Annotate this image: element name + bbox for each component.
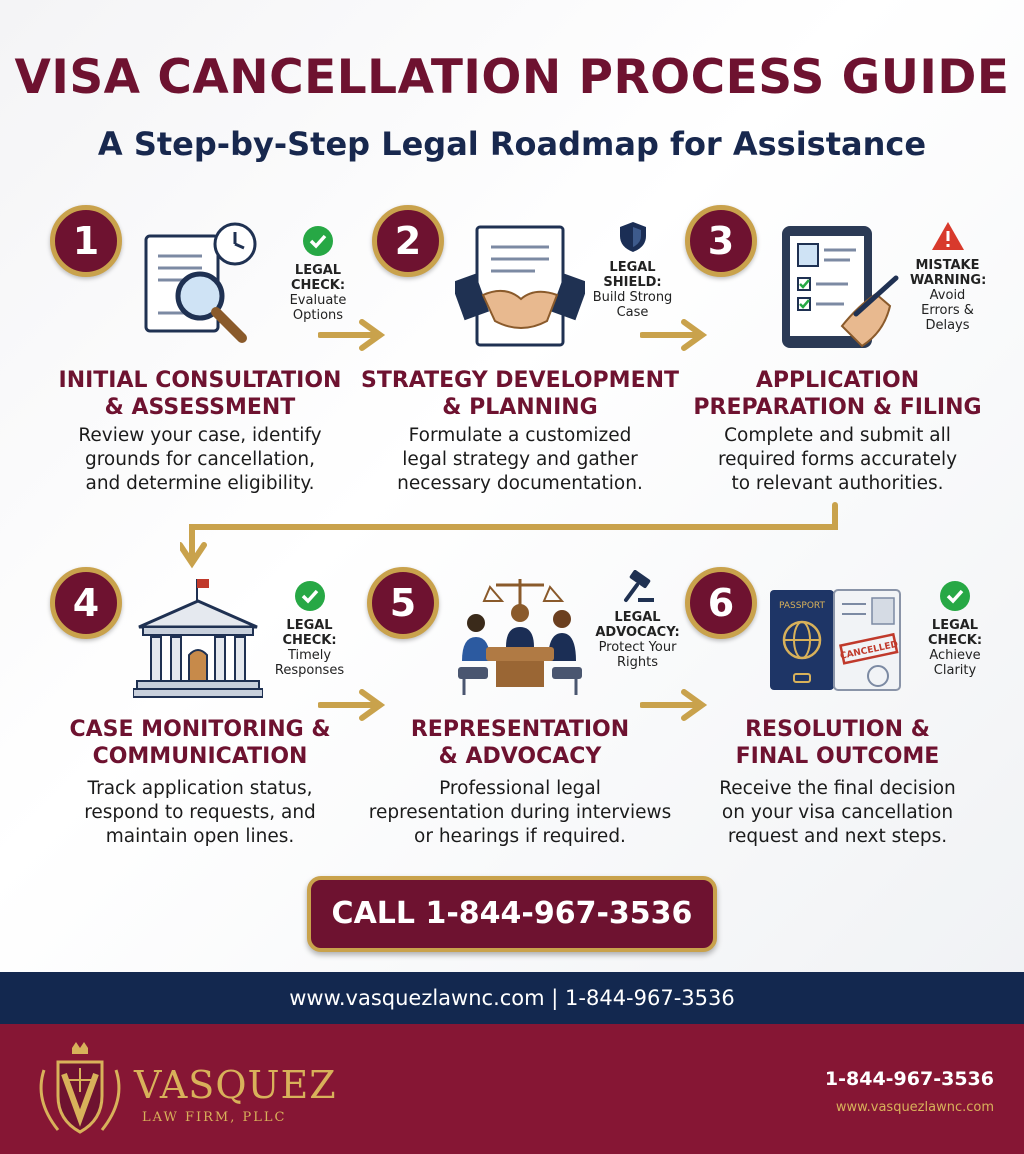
firm-name: VASQUEZ [134, 1063, 337, 1107]
page-subtitle: A Step-by-Step Legal Roadmap for Assistance [97, 125, 927, 163]
step-1-badge-sub: Evaluate Options [289, 293, 347, 323]
step-1-number: 1 [50, 205, 122, 277]
step-6-badge [915, 580, 995, 678]
government-building-icon [133, 575, 263, 700]
step-6-desc: Receive the final decision on your visa cancellation request and next steps. [719, 778, 956, 847]
step-5-desc: Professional legal representation during interviews or hearings if required. [368, 778, 672, 847]
step-2-title: STRATEGY DEVELOPMENT & PLANNING [360, 368, 680, 420]
check-circle-icon [939, 580, 971, 612]
step-3-badge-title: MISTAKE WARNING: [910, 258, 987, 288]
page-title: VISA CANCELLATION PROCESS GUIDE [14, 50, 1010, 105]
step-2-desc: Formulate a customized legal strategy and gather necessary documentation. [397, 425, 643, 494]
passport-label: PASSPORT [778, 601, 826, 611]
step-3-badge-sub: Avoid Errors & Delays [921, 288, 974, 333]
step-4-badge-title: LEGAL CHECK: [282, 618, 337, 648]
step-4-number: 4 [50, 567, 122, 639]
step-5-badge [590, 570, 685, 670]
tablet-form-signing-icon [778, 222, 903, 352]
passport-cancelled-stamp-icon [768, 588, 903, 693]
arrow-right-icon [318, 318, 388, 352]
contact-bar[interactable]: www.vasquezlawnc.com | 1-844-967-3536 [0, 972, 1024, 1024]
step-6-badge-title: LEGAL CHECK: [927, 618, 983, 648]
check-circle-icon [302, 225, 334, 257]
handshake-document-icon [455, 225, 585, 355]
gavel-icon [620, 570, 656, 604]
step-3-desc: Complete and submit all required forms accurately to relevant authorities. [717, 425, 958, 494]
document-magnifier-clock-icon [138, 218, 268, 348]
step-3-badge [910, 220, 985, 333]
step-1-title: INITIAL CONSULTATION & ASSESSMENT [58, 368, 342, 420]
firm-crest-icon [30, 1040, 130, 1144]
connector-arrow-icon [180, 485, 850, 570]
step-5-title: REPRESENTATION & ADVOCACY [410, 717, 630, 769]
step-6-title: RESOLUTION & FINAL OUTCOME [735, 717, 940, 769]
arrow-right-icon [640, 318, 710, 352]
step-4-desc: Track application status, respond to requests, and maintain open lines. [84, 778, 316, 847]
step-5-badge-sub: Protect Your Rights [598, 640, 677, 670]
shield-icon [618, 220, 648, 254]
step-5-badge-title: LEGAL ADVOCACY: [595, 610, 680, 640]
step-1-desc: Review your case, identify grounds for cancellation, and determine eligibility. [78, 425, 322, 494]
step-2-badge-sub: Build Strong Case [592, 290, 673, 320]
step-3-number: 3 [685, 205, 757, 277]
warning-triangle-icon [930, 220, 966, 252]
cancelled-stamp: CANCELLED [839, 639, 900, 662]
check-circle-icon [294, 580, 326, 612]
step-3-title: APPLICATION PREPARATION & FILING [693, 368, 982, 420]
step-4-badge-sub: Timely Responses [274, 648, 345, 678]
step-2-badge-title: LEGAL SHIELD: [603, 260, 662, 290]
step-4-badge [272, 580, 347, 678]
footer-website[interactable]: www.vasquezlawnc.com [835, 1100, 994, 1115]
step-2-badge [585, 220, 680, 320]
step-6-badge-sub: Achieve Clarity [929, 648, 981, 678]
call-button[interactable]: CALL 1-844-967-3536 [307, 876, 717, 952]
firm-subtitle: LAW FIRM, PLLC [142, 1110, 287, 1125]
step-6-number: 6 [685, 567, 757, 639]
step-4-title: CASE MONITORING & COMMUNICATION [69, 717, 331, 769]
legal-meeting-scales-icon [450, 575, 590, 700]
step-1-badge [268, 225, 368, 323]
footer-phone[interactable]: 1-844-967-3536 [824, 1068, 994, 1090]
step-5-number: 5 [367, 567, 439, 639]
step-1-badge-title: LEGAL CHECK: [290, 263, 346, 293]
step-2-number: 2 [372, 205, 444, 277]
